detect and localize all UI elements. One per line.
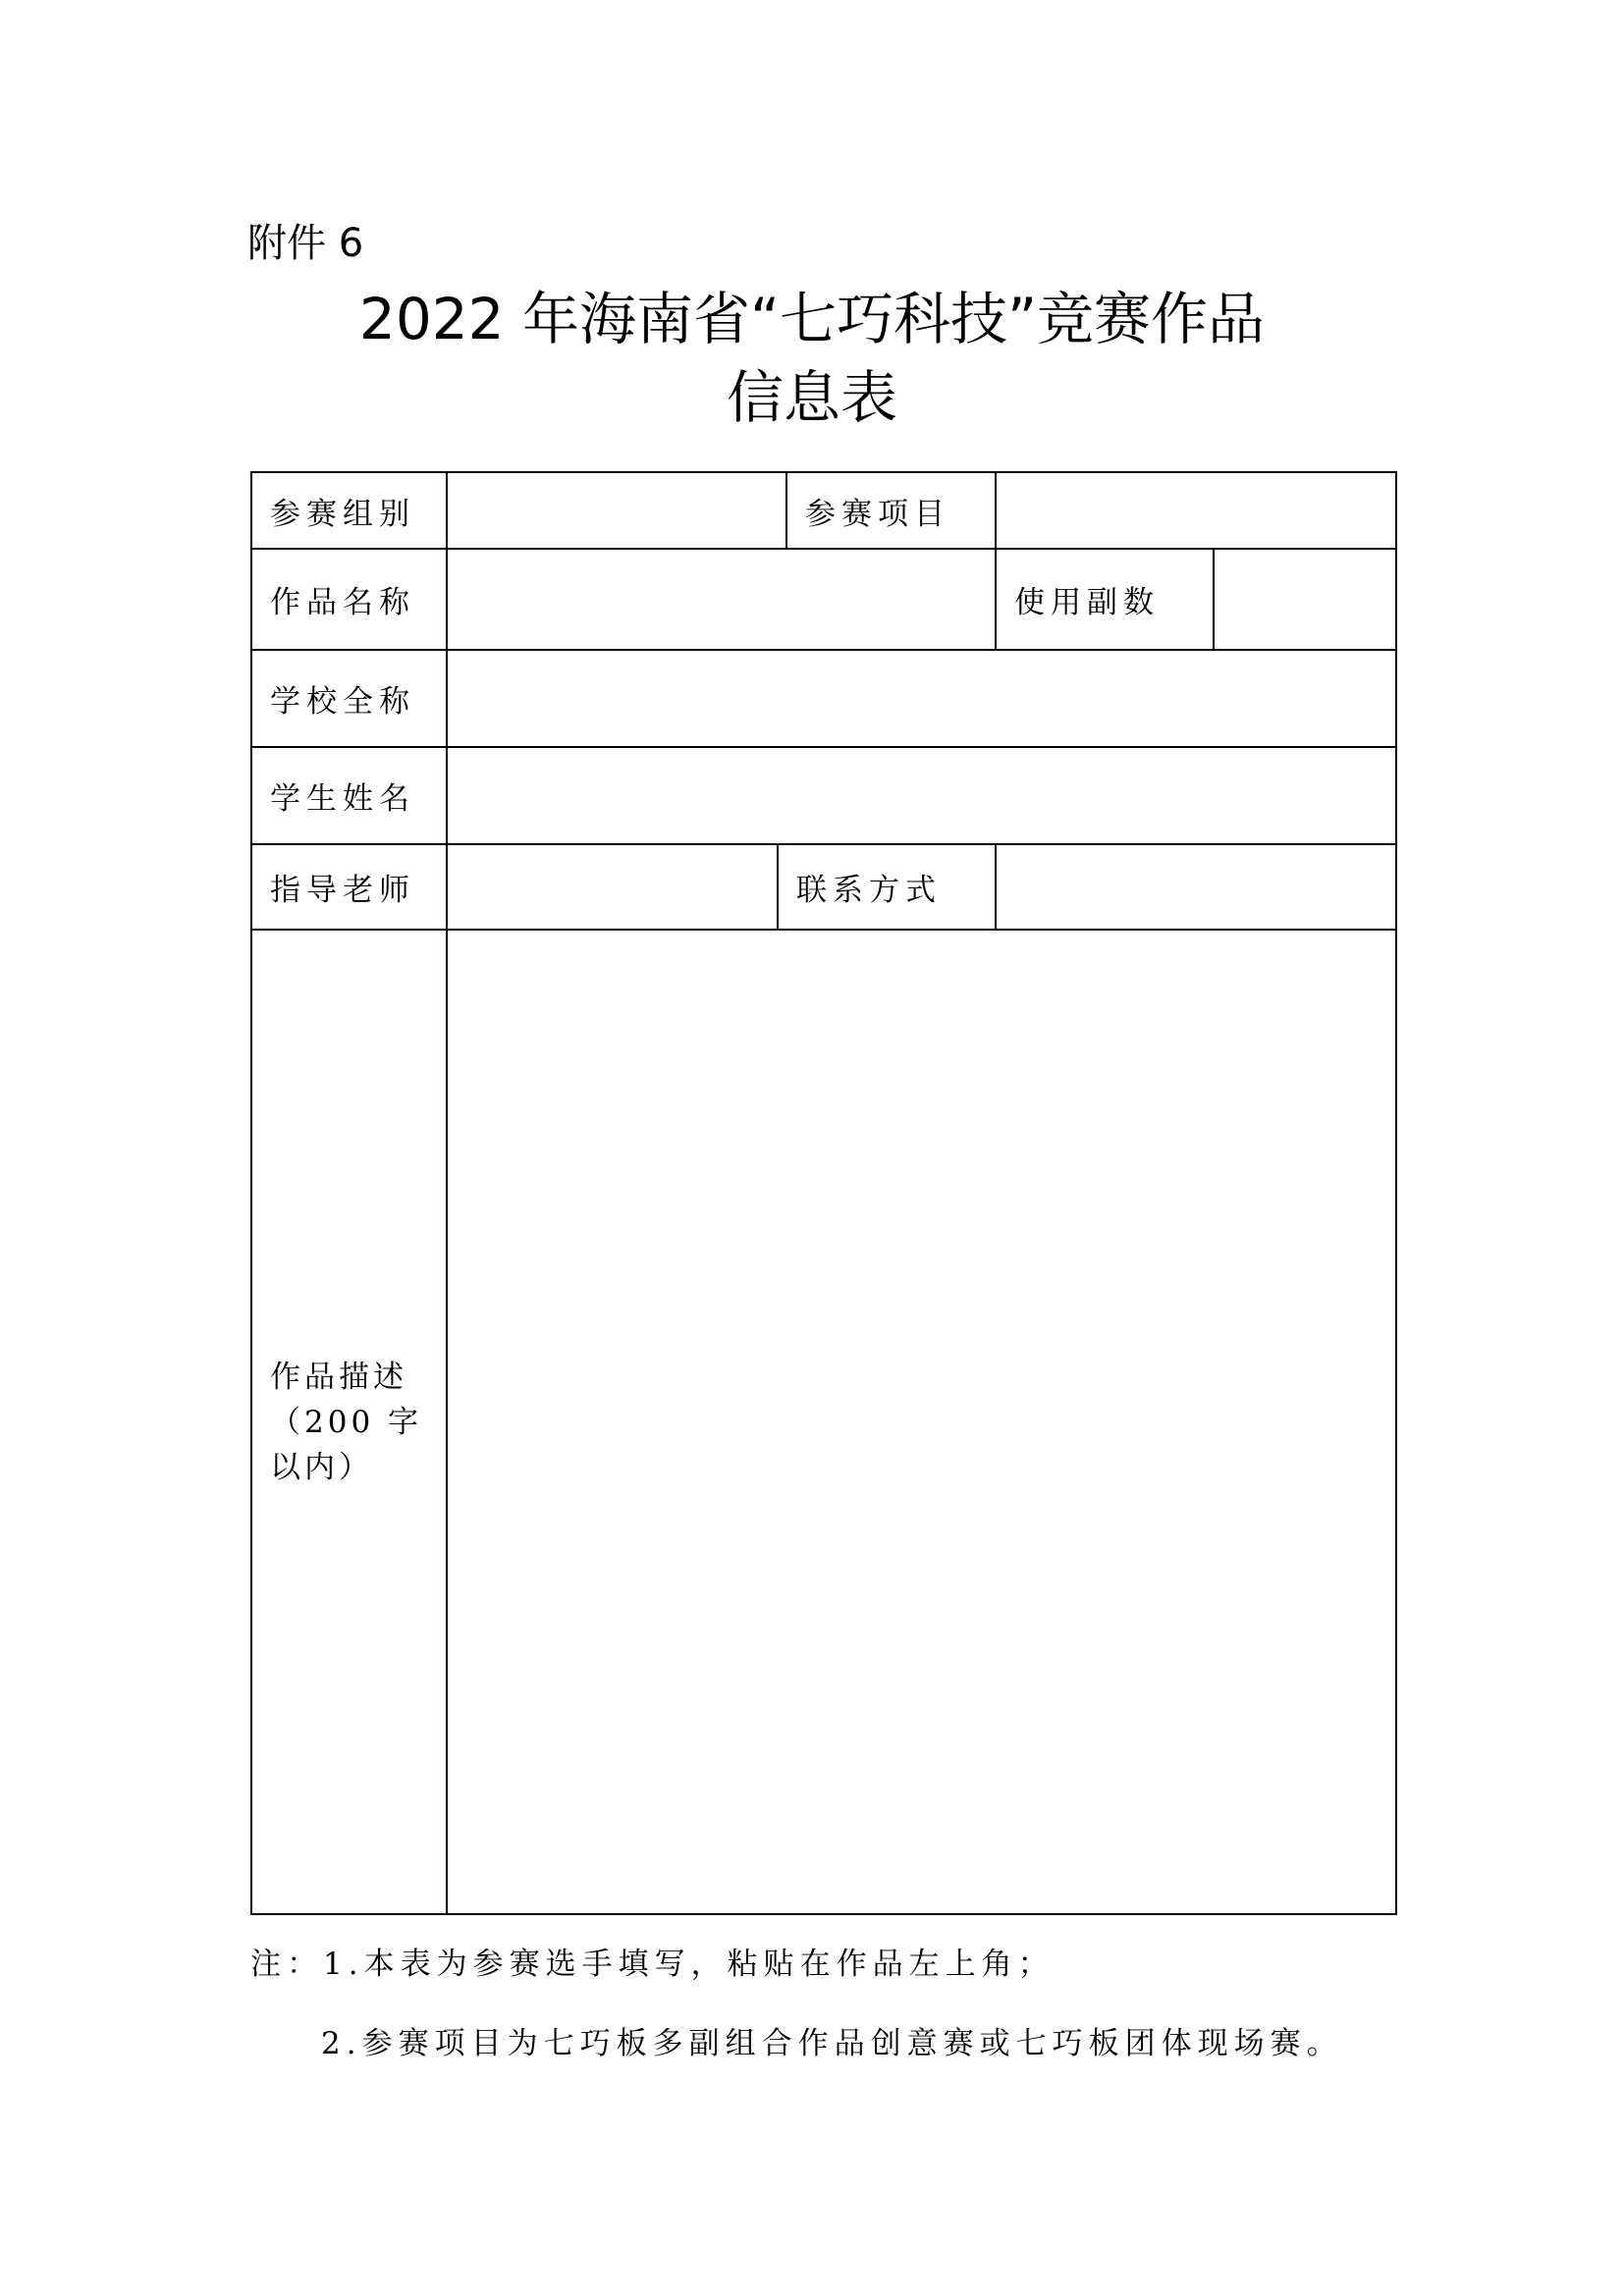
description-field[interactable] — [447, 930, 1396, 1914]
teacher-label: 指导老师 — [251, 844, 447, 930]
row-teacher-contact — [251, 844, 1396, 930]
note-2: 2.参赛项目为七巧板多副组合作品创意赛或七巧板团体现场赛。 — [321, 2026, 1343, 2061]
school-label: 学校全称 — [251, 650, 447, 747]
description-label: 作品描述（200 字以内） — [251, 930, 447, 1914]
row-group-project — [251, 472, 1396, 549]
sets-used-field[interactable] — [1214, 549, 1396, 650]
work-name-field[interactable] — [447, 549, 996, 650]
row-description — [251, 930, 1396, 1914]
row-work-name — [251, 549, 1396, 650]
row-student — [251, 747, 1396, 844]
school-field[interactable] — [447, 650, 1396, 747]
work-name-label: 作品名称 — [251, 549, 447, 650]
note-1: 注：1.本表为参赛选手填写，粘贴在作品左上角； — [250, 1947, 1055, 1982]
project-label: 参赛项目 — [786, 472, 996, 549]
project-field[interactable] — [996, 472, 1396, 549]
student-field[interactable] — [447, 747, 1396, 844]
sets-used-label: 使用副数 — [996, 549, 1214, 650]
teacher-field[interactable] — [447, 844, 778, 930]
group-label: 参赛组别 — [251, 472, 447, 549]
row-school — [251, 650, 1396, 747]
contact-field[interactable] — [996, 844, 1396, 930]
attachment-label: 附件 6 — [247, 221, 364, 266]
group-field[interactable] — [447, 472, 786, 549]
contact-label: 联系方式 — [778, 844, 996, 930]
student-label: 学生姓名 — [251, 747, 447, 844]
form-title-line2: 信息表 — [726, 364, 897, 431]
info-form-table — [250, 471, 1397, 1915]
form-title: 2022 年海南省“七巧科技”竞赛作品 — [358, 286, 1266, 352]
